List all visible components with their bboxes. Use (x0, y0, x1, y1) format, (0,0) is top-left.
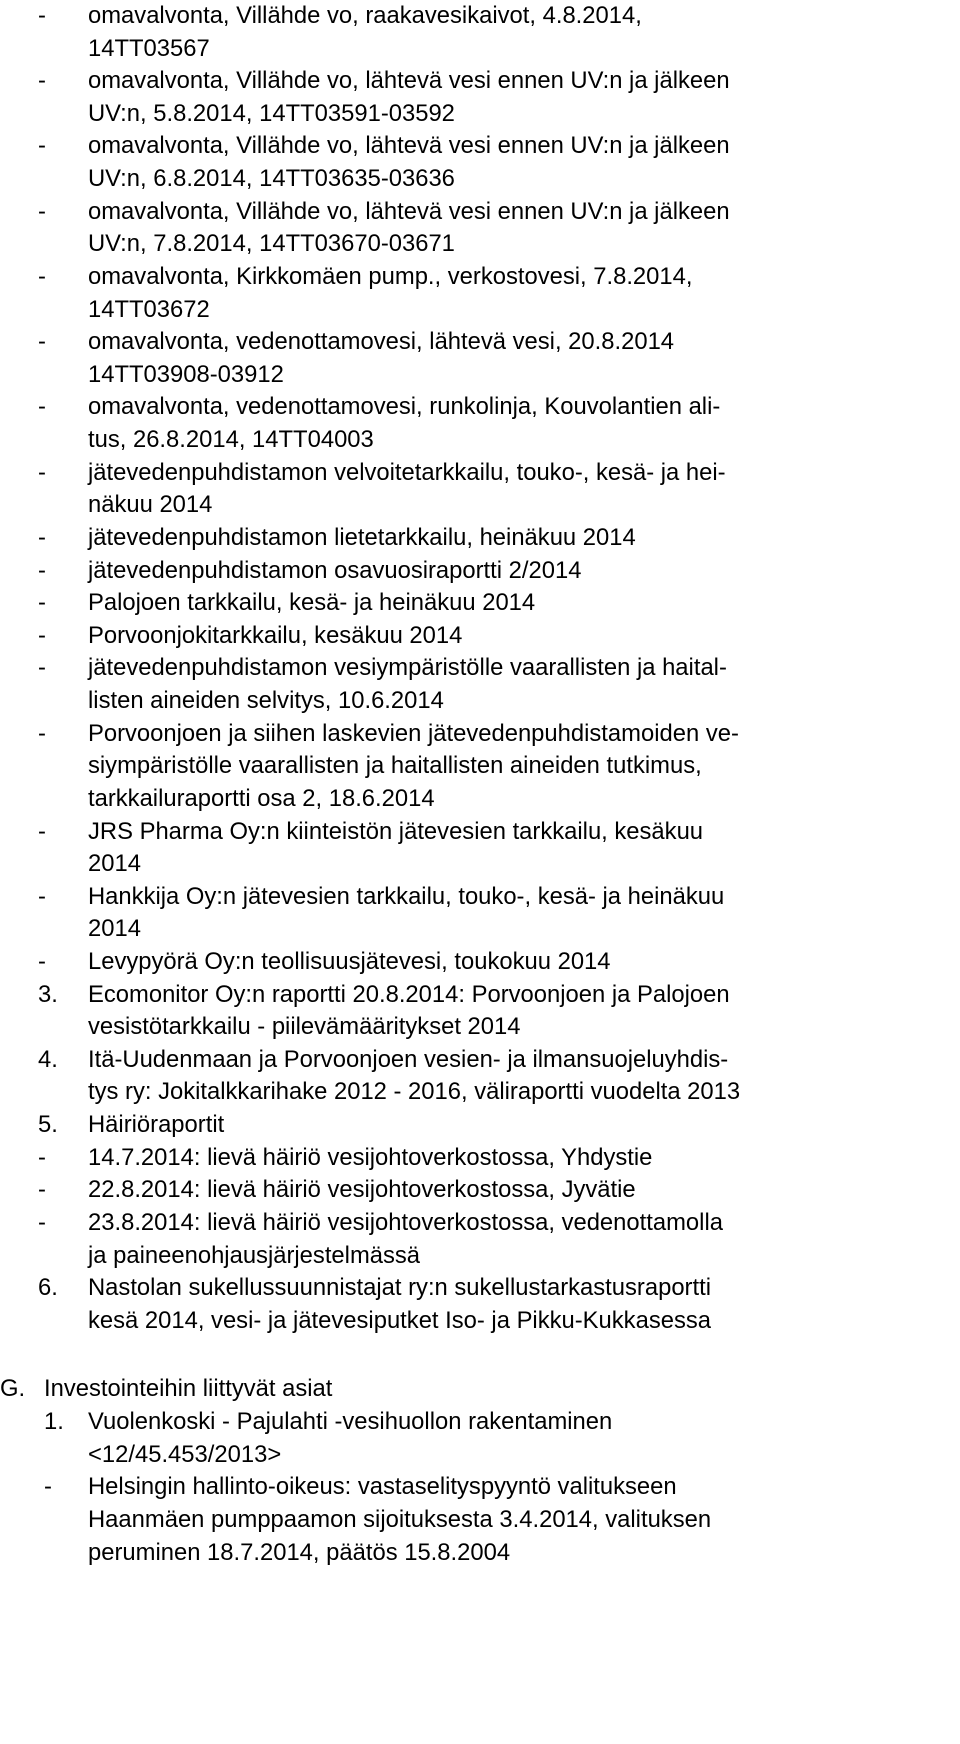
list-marker: - (38, 393, 46, 421)
line-text: 14TT03908-03912 (88, 360, 284, 388)
line-text: tus, 26.8.2014, 14TT04003 (88, 426, 374, 454)
line-text: näkuu 2014 (88, 491, 213, 519)
line-text: omavalvonta, Villähde vo, lähtevä vesi ennen UV:n ja jälkeen (88, 67, 730, 95)
line-text: Helsingin hallinto-oikeus: vastaselityspyyntö valitukseen (88, 1473, 677, 1501)
list-marker: - (38, 458, 46, 486)
line-text: omavalvonta, vedenottamovesi, runkolinja, Kouvolantien ali- (88, 393, 721, 421)
line-text: Vuolenkoski - Pajulahti -vesihuollon rakentaminen (88, 1408, 613, 1436)
line-text: UV:n, 7.8.2014, 14TT03670-03671 (88, 230, 455, 258)
list-marker: - (38, 262, 46, 290)
list-marker: - (38, 654, 46, 682)
line-text: jätevedenpuhdistamon osavuosiraportti 2/2014 (88, 556, 582, 584)
list-marker: 1. (44, 1408, 64, 1436)
line-text: Hankkija Oy:n jätevesien tarkkailu, touko-, kesä- ja heinäkuu (88, 882, 725, 910)
list-marker: 5. (38, 1111, 58, 1139)
line-text: jätevedenpuhdistamon lietetarkkailu, heinäkuu 2014 (88, 523, 636, 551)
line-text: omavalvonta, Villähde vo, lähtevä vesi ennen UV:n ja jälkeen (88, 197, 730, 225)
list-marker: 3. (38, 980, 58, 1008)
section-letter: G. (0, 1375, 26, 1402)
line-text: kesä 2014, vesi- ja jätevesiputket Iso- ja Pikku-Kukkasessa (88, 1306, 711, 1334)
list-marker: - (38, 621, 46, 649)
line-text: Ecomonitor Oy:n raportti 20.8.2014: Porvoonjoen ja Palojoen (88, 980, 730, 1008)
line-text: 14TT03567 (88, 34, 210, 62)
line-text: tarkkailuraportti osa 2, 18.6.2014 (88, 784, 435, 812)
line-text: 2014 (88, 850, 141, 878)
line-text: Itä-Uudenmaan ja Porvoonjoen vesien- ja ilmansuojeluyhdis- (88, 1045, 729, 1073)
line-text: vesistötarkkailu - piilevämääritykset 2014 (88, 1013, 521, 1041)
line-text: Levypyörä Oy:n teollisuusjätevesi, toukokuu 2014 (88, 947, 611, 975)
line-text: jätevedenpuhdistamon vesiympäristölle vaarallisten ja haital- (88, 654, 727, 682)
list-marker: - (38, 2, 46, 29)
list-marker: - (38, 817, 46, 845)
line-text: omavalvonta, Kirkkomäen pump., verkostovesi, 7.8.2014, (88, 262, 693, 290)
list-marker: 6. (38, 1274, 58, 1302)
line-text: tys ry: Jokitalkkarihake 2012 - 2016, väliraportti vuodelta 2013 (88, 1078, 741, 1106)
list-marker: - (38, 1143, 46, 1171)
line-text: Häiriöraportit (88, 1111, 225, 1139)
line-text: Nastolan sukellussuunnistajat ry:n sukellustarkastusraportti (88, 1274, 711, 1302)
line-text: <12/45.453/2013> (88, 1440, 282, 1468)
list-marker: - (38, 1176, 46, 1204)
list-marker: - (38, 1208, 46, 1236)
list-marker: - (38, 589, 46, 617)
line-text: 14.7.2014: lievä häiriö vesijohtoverkostossa, Yhdystie (88, 1143, 653, 1171)
line-text: JRS Pharma Oy:n kiinteistön jätevesien tarkkailu, kesäkuu (88, 817, 704, 845)
line-text: Haanmäen pumppaamon sijoituksesta 3.4.2014, valituksen (88, 1505, 712, 1533)
line-text: UV:n, 6.8.2014, 14TT03635-03636 (88, 165, 455, 193)
line-text: 14TT03672 (88, 295, 210, 323)
line-text: omavalvonta, Villähde vo, lähtevä vesi ennen UV:n ja jälkeen (88, 132, 730, 160)
line-text: peruminen 18.7.2014, päätös 15.8.2004 (88, 1538, 511, 1566)
line-text: Porvoonjokitarkkailu, kesäkuu 2014 (88, 621, 463, 649)
line-text: Palojoen tarkkailu, kesä- ja heinäkuu 2014 (88, 589, 536, 617)
line-text: ja paineenohjausjärjestelmässä (88, 1241, 421, 1269)
list-marker: - (38, 882, 46, 910)
line-text: listen aineiden selvitys, 10.6.2014 (88, 687, 444, 715)
list-marker: - (44, 1473, 52, 1501)
list-marker: 4. (38, 1045, 58, 1073)
line-text: 23.8.2014: lievä häiriö vesijohtoverkostossa, vedenottamolla (88, 1208, 723, 1236)
line-text: 2014 (88, 915, 141, 943)
list-marker: - (38, 328, 46, 356)
line-text: 22.8.2014: lievä häiriö vesijohtoverkostossa, Jyvätie (88, 1176, 636, 1204)
line-text: omavalvonta, Villähde vo, raakavesikaivot, 4.8.2014, (88, 2, 642, 29)
list-marker: - (38, 67, 46, 95)
line-text: UV:n, 5.8.2014, 14TT03591-03592 (88, 99, 455, 127)
list-marker: - (38, 719, 46, 747)
list-marker: - (38, 197, 46, 225)
line-text: jätevedenpuhdistamon velvoitetarkkailu, touko-, kesä- ja hei- (88, 458, 726, 486)
list-marker: - (38, 556, 46, 584)
list-marker: - (38, 523, 46, 551)
list-marker: - (38, 947, 46, 975)
line-text: omavalvonta, vedenottamovesi, lähtevä vesi, 20.8.2014 (88, 328, 675, 356)
line-text: siympäristölle vaarallisten ja haitallisten aineiden tutkimus, (88, 752, 702, 780)
section-heading-text: Investointeihin liittyvät asiat (44, 1375, 333, 1402)
list-marker: - (38, 132, 46, 160)
line-text: Porvoonjoen ja siihen laskevien jätevedenpuhdistamoiden ve- (88, 719, 739, 747)
